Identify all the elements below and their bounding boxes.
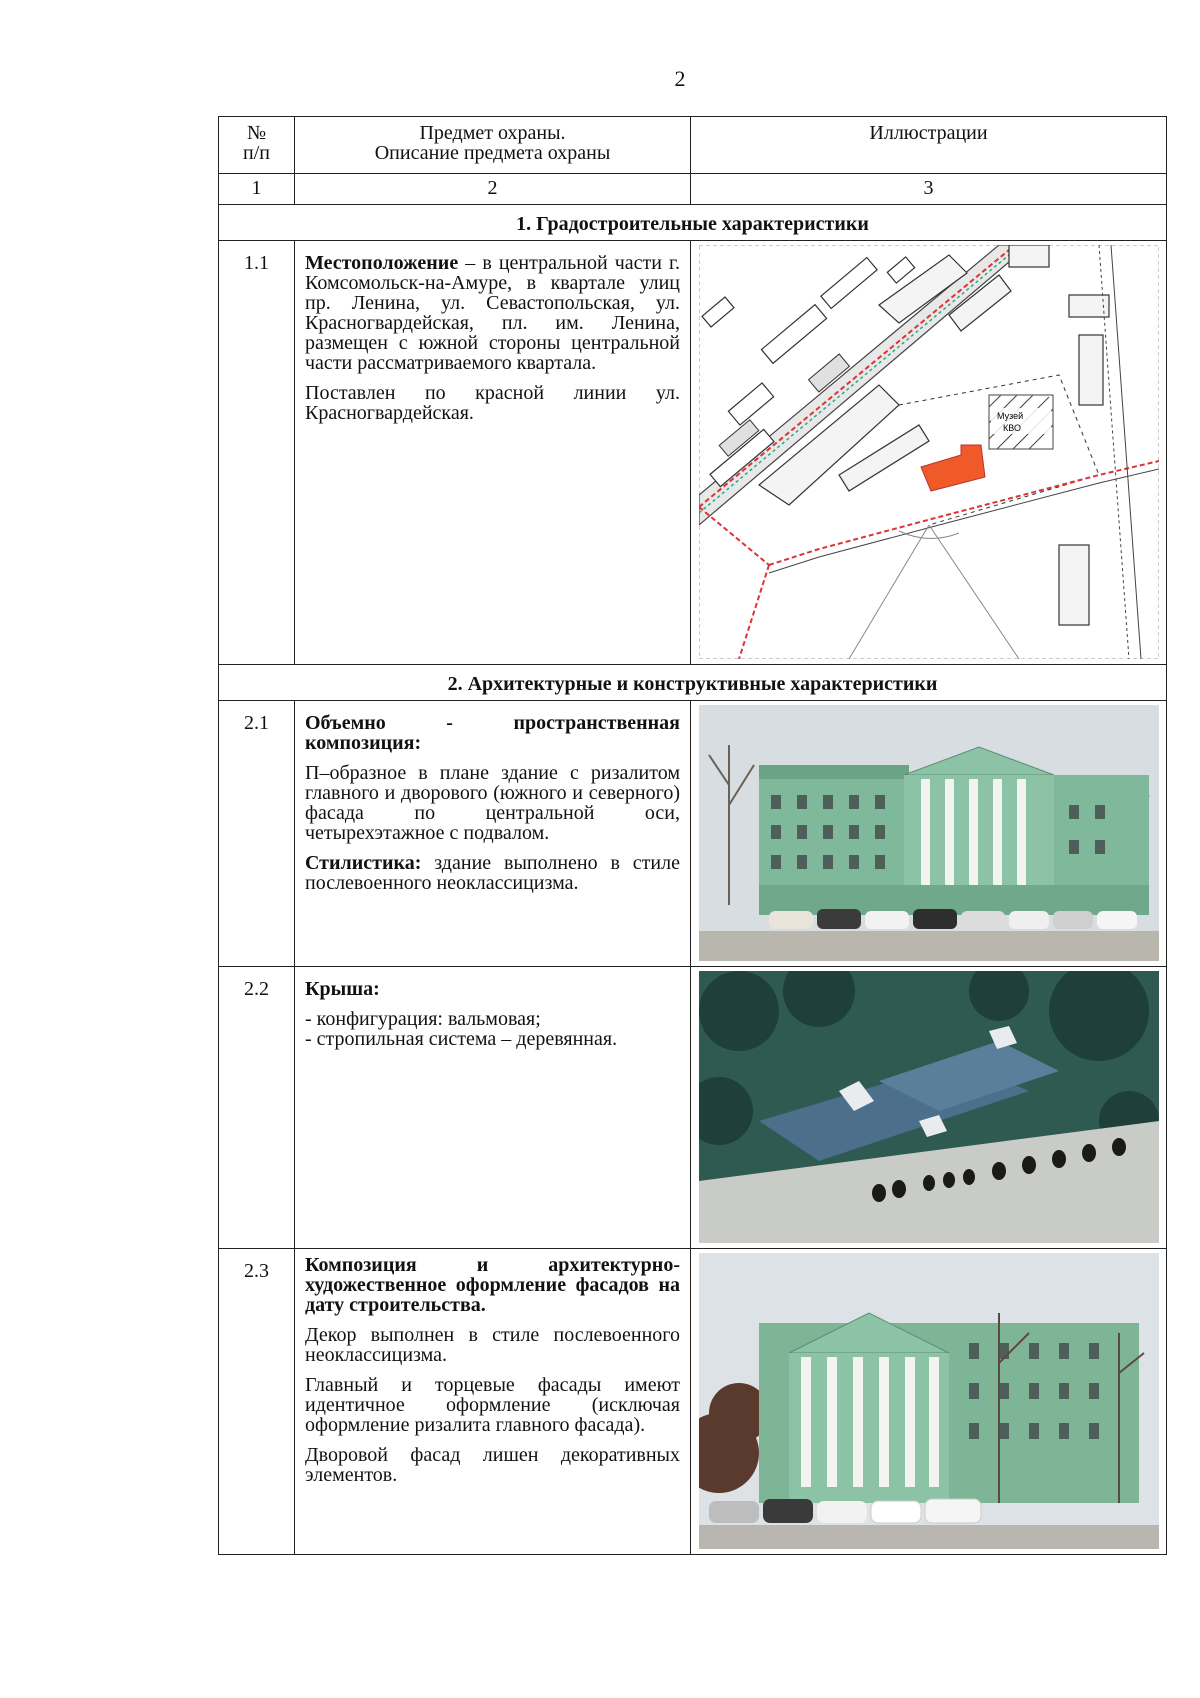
header-illustrations: Иллюстрации: [869, 122, 988, 144]
courtyard-text: Дворовой фасад лишен декоративных элементов.: [305, 1444, 680, 1486]
section-1-title: 1. Градостроительные характеристики: [219, 205, 1167, 241]
column-number-1: 1: [219, 174, 295, 205]
table-header-row: [219, 117, 1167, 174]
row-description: [295, 967, 691, 1249]
roof-rafters: - стропильная система – деревянная.: [305, 1028, 618, 1050]
roof-config: - конфигурация: вальмовая;: [305, 1008, 541, 1030]
red-line-text: Поставлен по красной линии ул. Красногвардейская.: [305, 382, 680, 424]
roof-heading: Крыша:: [305, 978, 380, 1000]
table-row: [219, 701, 1167, 967]
aerial-photo: [699, 971, 1159, 1243]
row-number: 1.1: [219, 241, 295, 665]
section-2-title: 2. Архитектурные и конструктивные характеристики: [219, 665, 1167, 701]
table-row: [219, 1249, 1167, 1555]
column-number-3: 3: [691, 174, 1167, 205]
decor-text: Декор выполнен в стиле послевоенного неоклассицизма.: [305, 1324, 680, 1366]
photo-cell: [691, 1249, 1167, 1555]
photo-cell: [691, 967, 1167, 1249]
site-plan-map: [699, 245, 1159, 659]
map-cell: [691, 241, 1167, 665]
table-row: [219, 241, 1167, 665]
museum-label: Музей: [997, 411, 1024, 421]
composition-text: П–образное в плане здание с ризалитом главного и дворового (южного и северного) фасада по центральной оси, четырехэтажное с подвалом.: [305, 762, 680, 844]
header-subject-line1: Предмет охраны.: [419, 122, 566, 144]
row-number: 2.3: [219, 1249, 295, 1555]
header-number-sign: №: [246, 122, 267, 144]
building-photo: [699, 705, 1159, 961]
row-description: [295, 1249, 691, 1555]
column-number-row: [219, 174, 1167, 205]
section-row: [219, 205, 1167, 241]
row-number: 2.2: [219, 967, 295, 1249]
header-number-cell: [219, 117, 295, 174]
page-number: 2: [674, 66, 686, 91]
row-description: [295, 241, 691, 665]
composition-heading: Объемно - пространственная композиция:: [305, 712, 680, 754]
photo-cell: [691, 701, 1167, 967]
facade-photo: [699, 1253, 1159, 1549]
row-description: [295, 701, 691, 967]
protection-table: [218, 116, 1167, 1555]
header-number-abbr: п/п: [243, 142, 270, 164]
column-number-2: 2: [295, 174, 691, 205]
style-text: здание выполнено в стиле послевоенного неоклассицизма.: [305, 852, 680, 894]
header-illustrations-cell: [691, 117, 1167, 174]
museum-sub-label: КВО: [1003, 423, 1021, 433]
facade-heading: Композиция и архитектурно-художественное оформление фасадов на дату строительства.: [305, 1254, 680, 1316]
location-heading: Местоположение: [305, 252, 459, 274]
table-row: [219, 967, 1167, 1249]
row-number: 2.1: [219, 701, 295, 967]
section-row: [219, 665, 1167, 701]
style-heading: Стилистика:: [305, 852, 422, 874]
location-text: – в центральной части г. Комсомольск-на-Амуре, в квартале улиц пр. Ленина, ул. Севастопольская, ул. Красногвардейская, пл. им. Ленина, размещен с южной стороны центральной части рассматриваемого квартала.: [305, 252, 680, 374]
facades-text: Главный и торцевые фасады имеют идентичное оформление (исключая оформление ризалита главного фасада).: [305, 1374, 680, 1436]
header-subject-line2: Описание предмета охраны: [374, 142, 611, 164]
header-subject-cell: [295, 117, 691, 174]
